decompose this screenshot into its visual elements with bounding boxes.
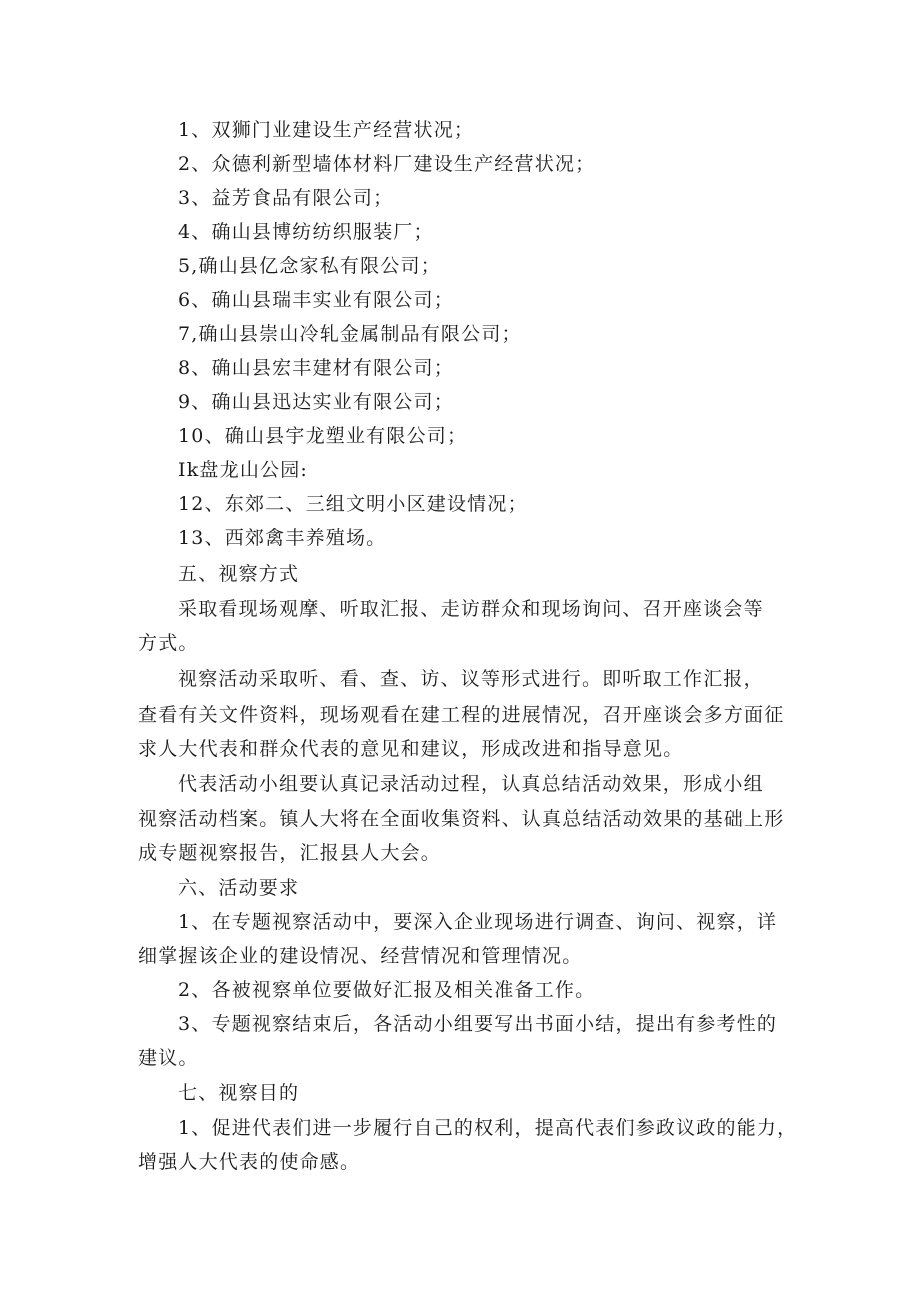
- paragraph-line: 求人大代表和群众代表的意见和建议，形成改进和指导意见。: [138, 738, 684, 760]
- section-heading-7: 七、视察目的: [178, 1082, 300, 1104]
- list-item: Ik盘龙山公园:: [178, 459, 309, 481]
- paragraph-line: 增强人大代表的使命感。: [138, 1151, 361, 1173]
- paragraph-line: 视察活动采取听、看、查、访、议等形式进行。即听取工作汇报，: [178, 668, 764, 690]
- paragraph-line: 方式。: [138, 632, 199, 654]
- paragraph-line: 建议。: [138, 1047, 199, 1069]
- paragraph-line: 视察活动档案。镇人大将在全面收集资料、认真总结活动效果的基础上形: [138, 808, 785, 830]
- list-item: 6、确山县瑞丰实业有限公司；: [178, 289, 454, 311]
- list-item: 10、确山县宇龙塑业有限公司；: [178, 425, 468, 447]
- paragraph-line: 1、在专题视察活动中，要深入企业现场进行调查、询问、视察，详: [178, 911, 778, 933]
- list-item: 4、确山县博纺纺织服装厂；: [178, 221, 434, 243]
- list-item: 9、确山县迅达实业有限公司；: [178, 391, 454, 413]
- paragraph-line: 查看有关文件资料，现场观看在建工程的进展情况，召开座谈会多方面征: [138, 704, 785, 726]
- paragraph-line: 3、专题视察结束后，各活动小组要写出书面小结，提出有参考性的: [178, 1013, 778, 1035]
- list-item: 3、益芳食品有限公司；: [178, 187, 394, 209]
- paragraph-line: 2、各被视察单位要做好汇报及相关准备工作。: [178, 979, 596, 1001]
- paragraph-line: 成专题视察报告，汇报县人大会。: [138, 842, 442, 864]
- list-item: 2、众德利新型墙体材料厂建设生产经营状况；: [178, 153, 596, 175]
- section-heading-6: 六、活动要求: [178, 877, 300, 899]
- paragraph-line: 采取看现场观摩、听取汇报、走访群众和现场询问、召开座谈会等: [178, 598, 764, 620]
- list-item: 5,确山县亿念家私有限公司；: [178, 255, 441, 277]
- list-item: 8、确山县宏丰建材有限公司；: [178, 357, 454, 379]
- list-item: 1、双狮门业建设生产经营状况；: [178, 119, 475, 141]
- paragraph-line: 1、促进代表们进一步履行自己的权利，提高代表们参政议政的能力，: [178, 1117, 798, 1139]
- list-item: 13、西郊禽丰养殖场。: [178, 527, 387, 549]
- paragraph-line: 细掌握该企业的建设情况、经营情况和管理情况。: [138, 945, 583, 967]
- list-item: 12、东郊二、三组文明小区建设情况；: [178, 493, 528, 515]
- paragraph-line: 代表活动小组要认真记录活动过程，认真总结活动效果，形成小组: [178, 773, 764, 795]
- list-item: 7,确山县崇山冷轧金属制品有限公司；: [178, 323, 522, 345]
- section-heading-5: 五、视察方式: [178, 563, 300, 585]
